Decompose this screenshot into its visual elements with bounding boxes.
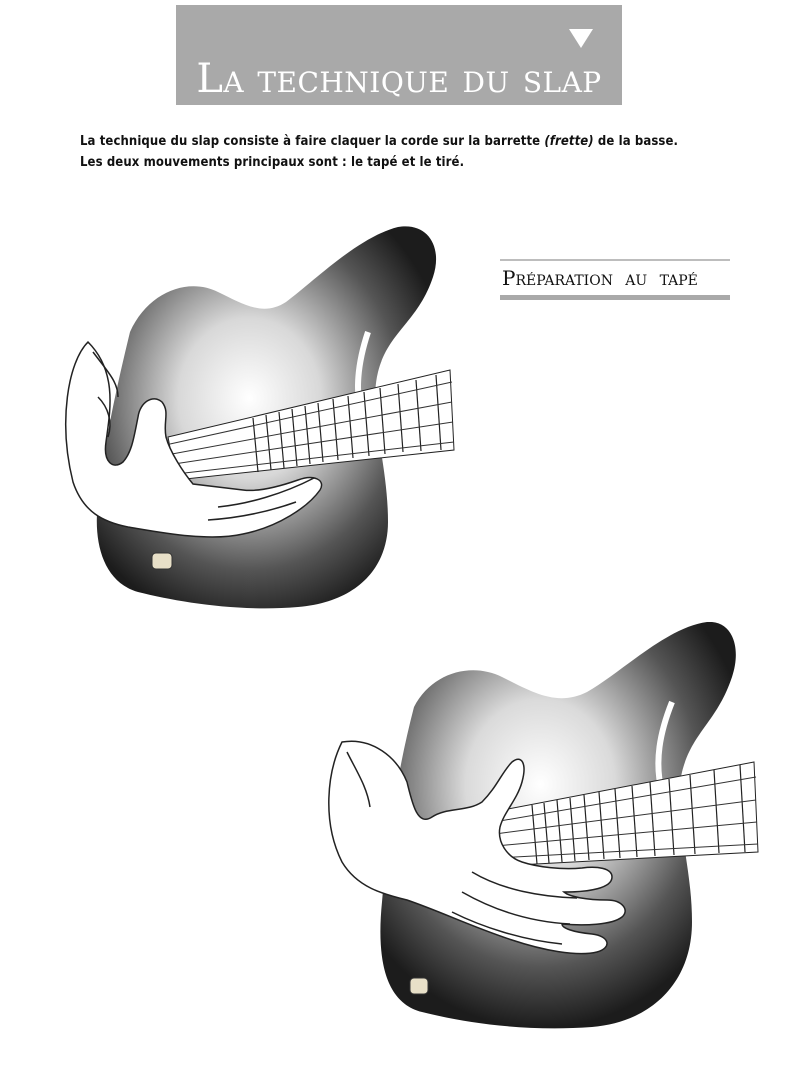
title-banner xyxy=(176,5,622,105)
intro-line-1: La technique du slap consiste à faire claquer la corde sur la barrette (frette) de la basse. xyxy=(80,134,679,149)
section-heading xyxy=(500,259,730,300)
bass-hand-illustration-2 xyxy=(322,622,762,1042)
italic-term: (frette) xyxy=(544,134,594,149)
control-knob-2 xyxy=(410,978,428,994)
control-knob-1 xyxy=(152,553,172,569)
intro-text xyxy=(80,131,720,173)
bass-hand-illustration-1 xyxy=(58,222,458,622)
intro-line-2: Les deux mouvements principaux sont : le tapé et le tiré. xyxy=(80,155,465,170)
down-triangle-icon xyxy=(569,29,593,48)
page-title: La technique du slap xyxy=(196,56,602,102)
section-heading-label: Préparation au tapé xyxy=(502,266,698,290)
heading-rule-bottom xyxy=(500,295,730,300)
